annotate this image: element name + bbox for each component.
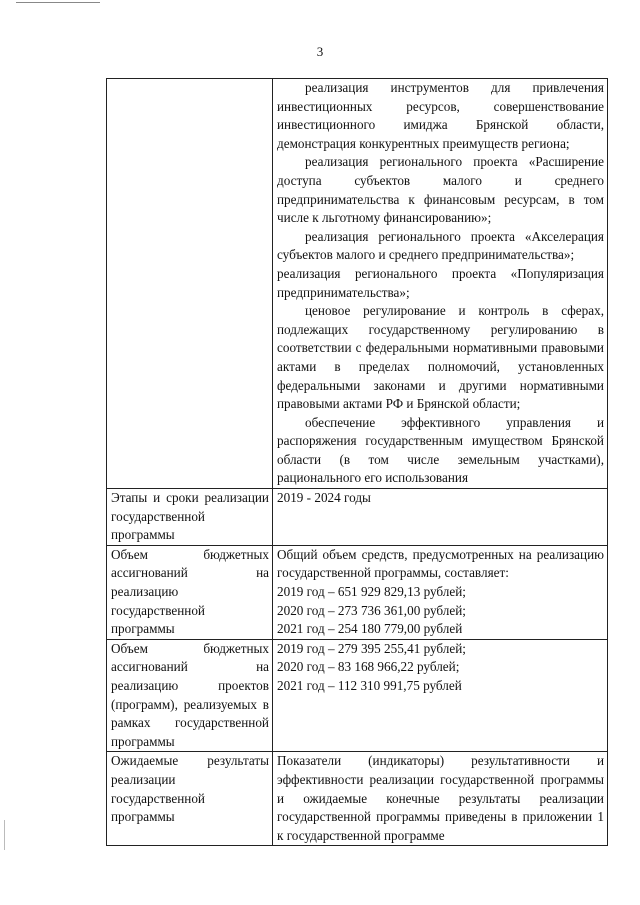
projects-year-2019: 2019 год – 279 395 255,41 рублей; [277,640,466,656]
expected-results-text: Показатели (индикаторы) результативности и эффективности реализации государственной программы и ожидаемые конечные результаты реализации государственной программы приведены в приложении 1 к государственной программе [277,753,604,843]
paragraph-price-regulation: ценовое регулирование и контроль в сферах, подлежащих государственному регулированию в соответствии с федеральными нормативными правовыми актами в пределах полномочий, установленных федеральными законами и другими нормативными правовыми актами РФ и Брянской области; [277,303,604,412]
budget-year-2020: 2020 год – 273 736 361,00 рублей; [277,602,466,618]
table-row-continuation [107,79,608,489]
table-row-budget-total [107,545,608,639]
paragraph-investment: реализация инструментов для привлечения инвестиционных ресурсов, совершенствование инвестиционного имиджа Брянской области, демонстрация конкурентных преимуществ региона; [277,80,604,151]
paragraph-finance-access: реализация регионального проекта «Расширение доступа субъектов малого и среднего предпринимательства к финансовым ресурсам, в том числе к льготному финансированию»; [277,154,604,226]
program-tasks-cell [273,79,608,489]
program-passport-table [106,78,608,846]
paragraph-popularization: реализация регионального проекта «Популяризация предпринимательства»; [277,265,604,300]
projects-year-2020: 2020 год – 83 168 966,22 рублей; [277,659,460,675]
row-label: Объем бюджетных ассигнований на реализацию проектов (программ), реализуемых в рамках государственной программы [107,639,273,752]
paragraph-acceleration: реализация регионального проекта «Акселерация субъектов малого и среднего предпринимательства»; [277,228,604,263]
table-row-budget-projects [107,639,608,752]
budget-intro: Общий объем средств, предусмотренных на реализацию государственной программы, составляет: [277,546,604,581]
row-label: Ожидаемые результаты реализации государственной программы [107,752,273,846]
row-label: Этапы и сроки реализации государственной программы [107,489,273,546]
empty-label-cell [107,79,273,489]
table-row-stages [107,489,608,546]
row-value [273,752,608,846]
stages-value: 2019 - 2024 годы [277,490,371,506]
table-row-expected-results [107,752,608,846]
row-value [273,545,608,639]
row-value [273,489,608,546]
row-value [273,639,608,752]
row-label: Объем бюджетных ассигнований на реализацию государственной программы [107,545,273,639]
budget-year-2019: 2019 год – 651 929 829,13 рублей; [277,584,466,600]
paragraph-property-management: обеспечение эффективного управления и распоряжения государственным имуществом Брянской области (в том числе земельным участками), рационального его использования [277,414,604,486]
page-number: 3 [316,44,324,59]
budget-year-2021: 2021 год – 254 180 779,00 рублей [277,621,463,637]
scan-artifact [4,820,5,850]
header-rule [16,2,100,3]
projects-year-2021: 2021 год – 112 310 991,75 рублей [277,678,462,693]
